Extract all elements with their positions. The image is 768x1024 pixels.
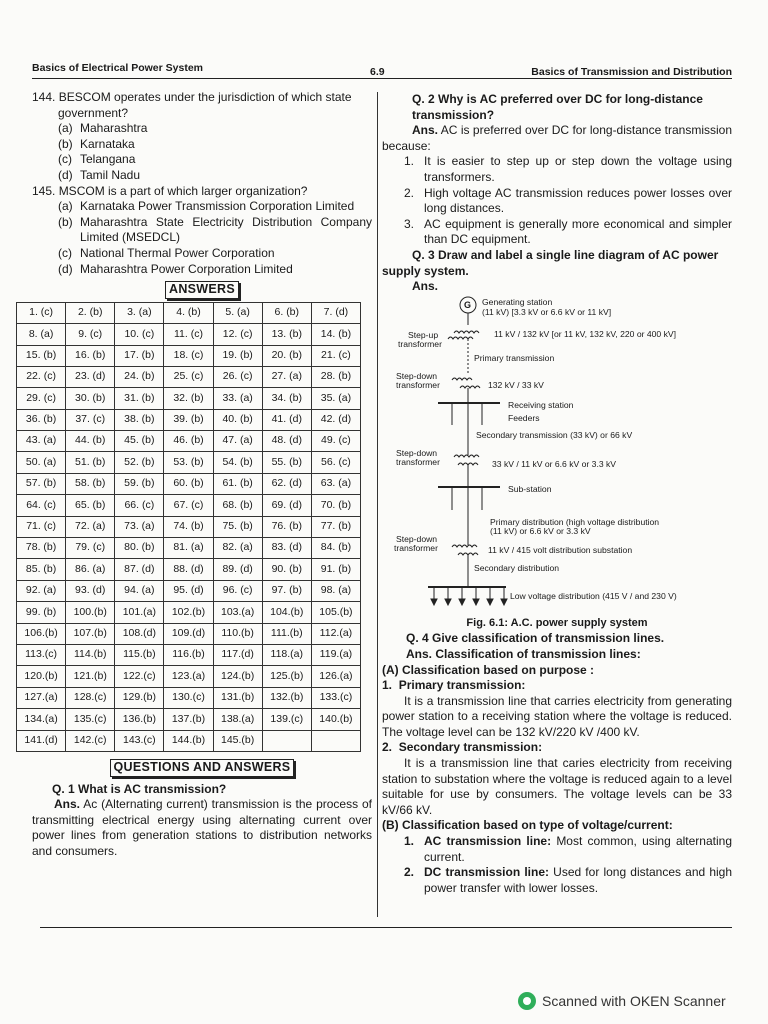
answer-row xyxy=(17,366,361,387)
stepdown1-coil-icon xyxy=(452,378,472,380)
answer-cell: 7. (d) xyxy=(311,302,360,323)
answer-cell: 24. (b) xyxy=(115,366,164,387)
answer-row xyxy=(17,452,361,473)
answer-cell: 89. (d) xyxy=(213,559,262,580)
stepdown2-coil-icon xyxy=(454,455,479,457)
answer-cell: 74. (b) xyxy=(164,516,213,537)
answer-cell: 139.(c) xyxy=(262,709,311,730)
stepdown2-rating: 33 kV / 11 kV or 6.6 kV or 3.3 kV xyxy=(492,458,617,469)
answer-cell: 1. (c) xyxy=(17,302,66,323)
answer-cell: 84. (b) xyxy=(311,538,360,559)
answer-cell: 35. (a) xyxy=(311,388,360,409)
answer-cell: 114.(b) xyxy=(66,644,115,665)
answer-cell: 87. (d) xyxy=(115,559,164,580)
answer-cell: 38. (b) xyxy=(115,409,164,430)
secondary-transmission-heading: 2. Secondary transmission: xyxy=(382,740,543,755)
answer-cell: 41. (d) xyxy=(262,409,311,430)
answer-cell: 62. (d) xyxy=(262,473,311,494)
answer-cell: 11. (c) xyxy=(164,324,213,345)
answer-cell: 136.(b) xyxy=(115,709,164,730)
answer-cell: 39. (b) xyxy=(164,409,213,430)
answer-row xyxy=(17,559,361,580)
answer-cell: 88. (d) xyxy=(164,559,213,580)
answer-cell: 75. (b) xyxy=(213,516,262,537)
answer-cell: 110.(b) xyxy=(213,623,262,644)
mcq-145 xyxy=(32,184,372,278)
class-a-heading: (A) Classification based on purpose : xyxy=(382,662,595,677)
answer-cell: 50. (a) xyxy=(17,452,66,473)
answer-cell: 106.(b) xyxy=(17,623,66,644)
answer-cell: 96. (c) xyxy=(213,580,262,601)
answer-cell: 78. (b) xyxy=(17,538,66,559)
answer-cell: 6. (b) xyxy=(262,302,311,323)
answer-cell: 9. (c) xyxy=(66,324,115,345)
answer-cell: 67. (c) xyxy=(164,495,213,516)
scanner-watermark xyxy=(518,992,726,1010)
mcq-stem: 144. BESCOM operates under the jurisdiction of which state government? xyxy=(32,90,352,120)
answer-cell: 135.(c) xyxy=(66,709,115,730)
answer-cell: 48. (d) xyxy=(262,431,311,452)
stepdown3-rating: 11 kV / 415 volt distribution substation xyxy=(488,544,633,555)
q2-point: 3. AC equipment is generally more economical and simpler than DC equipment. xyxy=(404,216,732,247)
mcq-144 xyxy=(32,90,372,184)
answer-row xyxy=(17,302,361,323)
header-book-title: Basics of Electrical Power System xyxy=(32,62,203,74)
secondary-transmission-label: Secondary transmission (33 kV) or 66 kV xyxy=(476,429,633,440)
answer-cell: 117.(d) xyxy=(213,644,262,665)
header-chapter-title: Basics of Transmission and Distribution xyxy=(531,66,732,78)
mcq-stem: 145. MSCOM is a part of which larger organization? xyxy=(32,183,308,198)
secondary-distribution-label: Secondary distribution xyxy=(474,562,560,573)
answer-cell: 79. (c) xyxy=(66,538,115,559)
answer-cell: 109.(d) xyxy=(164,623,213,644)
answer-cell: 130.(c) xyxy=(164,687,213,708)
answer-cell: 33. (a) xyxy=(213,388,262,409)
answer-row xyxy=(17,388,361,409)
answer-cell: 138.(a) xyxy=(213,709,262,730)
receiving-station-label: Receiving station xyxy=(508,399,574,410)
stepdown2-label: Step-down xyxy=(396,447,438,458)
answer-cell: 3. (a) xyxy=(115,302,164,323)
answer-row xyxy=(17,709,361,730)
answer-row xyxy=(17,495,361,516)
answer-cell: 45. (b) xyxy=(115,431,164,452)
answer-cell: 128.(c) xyxy=(66,687,115,708)
answer-cell: 102.(b) xyxy=(164,602,213,623)
answer-cell: 144.(b) xyxy=(164,730,213,751)
answer-cell: 140.(b) xyxy=(311,709,360,730)
answer-cell: 82. (a) xyxy=(213,538,262,559)
answer-cell: 10. (c) xyxy=(115,324,164,345)
primary-distribution-label: Primary distribution (high voltage distribution xyxy=(490,516,660,527)
answer-cell: 126.(a) xyxy=(311,666,360,687)
answer-cell: 83. (d) xyxy=(262,538,311,559)
answer-cell: 93. (d) xyxy=(66,580,115,601)
answer-cell: 69. (d) xyxy=(262,495,311,516)
answer-row xyxy=(17,730,361,751)
answer-cell: 70. (b) xyxy=(311,495,360,516)
answer-cell: 105.(b) xyxy=(311,602,360,623)
figure-caption: Fig. 6.1: A.C. power supply system xyxy=(466,616,648,629)
left-column xyxy=(24,90,373,859)
stepdown3-label-2: transformer xyxy=(394,542,438,553)
stepdown1-label-2: transformer xyxy=(396,379,440,390)
q4-block xyxy=(382,631,732,896)
q1-question: Q. 1 What is AC transmission? xyxy=(52,781,227,796)
secondary-transmission-text: It is a transmission line that caries electricity from receiving station to substation where the voltage is reduced again to a level suitable for use by consumers. The voltage levels can be 33 kV/66 kV. xyxy=(382,756,732,817)
mcq-option: (c) Telangana xyxy=(58,152,136,167)
stepdown3-label: Step-down xyxy=(396,533,438,544)
answer-cell: 51. (b) xyxy=(66,452,115,473)
answer-cell: 18. (c) xyxy=(164,345,213,366)
primary-distribution-voltage: (11 kV) or 6.6 kV or 3.3 kV xyxy=(490,525,591,536)
answer-cell: 47. (a) xyxy=(213,431,262,452)
mcq-option: (b) Karnataka xyxy=(58,136,135,151)
answer-cell: 81. (a) xyxy=(164,538,213,559)
ac-line-item: 1. AC transmission line: Most common, using alternating current. xyxy=(404,834,733,864)
stepup-primary-coil-icon xyxy=(448,337,473,339)
primary-transmission-text: It is a transmission line that carries electricity from generating power station to a receiving station where the voltage is reduced. The voltage level can be 132 kV/220 kV /400 kV. xyxy=(382,693,732,739)
answer-cell: 15. (b) xyxy=(17,345,66,366)
answer-cell: 44. (b) xyxy=(66,431,115,452)
power-supply-diagram xyxy=(382,295,732,620)
scanner-text: Scanned with OKEN Scanner xyxy=(542,993,726,1009)
answer-row xyxy=(17,666,361,687)
generator-label: Generating station xyxy=(482,296,553,307)
answer-cell: 30. (b) xyxy=(66,388,115,409)
answer-cell: 22. (c) xyxy=(17,366,66,387)
answers-heading: ANSWERS xyxy=(165,281,239,299)
answer-row xyxy=(17,602,361,623)
answer-cell: 97. (b) xyxy=(262,580,311,601)
q3-question: Q. 3 Draw and label a single line diagram of AC power supply system. xyxy=(382,247,719,278)
q3-block xyxy=(382,248,732,295)
stepdown2-coil2-icon xyxy=(458,463,478,465)
answer-cell: 132.(b) xyxy=(262,687,311,708)
answer-cell: 108.(d) xyxy=(115,623,164,644)
answer-cell: 60. (b) xyxy=(164,473,213,494)
footer-rule xyxy=(40,927,732,928)
answer-cell: 101.(a) xyxy=(115,602,164,623)
answer-cell: 143.(c) xyxy=(115,730,164,751)
answer-cell: 94. (a) xyxy=(115,580,164,601)
stepup-label-2: transformer xyxy=(398,338,442,349)
oken-logo-icon xyxy=(518,992,536,1010)
answer-cell: 16. (b) xyxy=(66,345,115,366)
answer-cell: 5. (a) xyxy=(213,302,262,323)
answer-cell: 53. (b) xyxy=(164,452,213,473)
header-page-number: 6.9 xyxy=(370,66,385,78)
dc-line-item: 2. DC transmission line: Used for long distances and high power transfer with lower losses. xyxy=(404,865,732,895)
answer-cell xyxy=(311,730,360,751)
stepdown3-coil-icon xyxy=(452,545,477,547)
answer-cell: 56. (c) xyxy=(311,452,360,473)
generator-voltage: (11 kV) [3.3 kV or 6.6 kV or 11 kV] xyxy=(482,306,612,317)
answer-cell: 23. (d) xyxy=(66,366,115,387)
answer-cell: 64. (c) xyxy=(17,495,66,516)
answer-cell: 113.(c) xyxy=(17,644,66,665)
answer-cell: 4. (b) xyxy=(164,302,213,323)
answer-cell: 124.(b) xyxy=(213,666,262,687)
q2-block xyxy=(382,92,732,248)
right-column xyxy=(382,92,732,896)
answer-cell: 52. (b) xyxy=(115,452,164,473)
answer-cell: 103.(a) xyxy=(213,602,262,623)
answer-cell: 2. (b) xyxy=(66,302,115,323)
answer-cell xyxy=(262,730,311,751)
answer-row xyxy=(17,623,361,644)
answer-cell: 125.(b) xyxy=(262,666,311,687)
stepdown2-label-2: transformer xyxy=(396,456,440,467)
answer-cell: 34. (b) xyxy=(262,388,311,409)
answer-cell: 104.(b) xyxy=(262,602,311,623)
answer-cell: 119.(a) xyxy=(311,644,360,665)
answer-cell: 92. (a) xyxy=(17,580,66,601)
answer-row xyxy=(17,409,361,430)
generator-symbol: G xyxy=(464,299,472,310)
answer-cell: 95. (d) xyxy=(164,580,213,601)
substation-label: Sub-station xyxy=(508,483,552,494)
stepdown1-coil2-icon xyxy=(460,386,480,388)
q2-question: Q. 2 Why is AC preferred over DC for long-distance transmission? xyxy=(412,92,703,122)
answer-cell: 98. (a) xyxy=(311,580,360,601)
answer-cell: 46. (b) xyxy=(164,431,213,452)
answer-cell: 107.(b) xyxy=(66,623,115,644)
answer-cell: 121.(b) xyxy=(66,666,115,687)
answer-row xyxy=(17,538,361,559)
answer-cell: 32. (b) xyxy=(164,388,213,409)
answer-cell: 40. (b) xyxy=(213,409,262,430)
class-b-heading: (B) Classification based on type of voltage/current: xyxy=(382,818,673,833)
answer-cell: 141.(d) xyxy=(17,730,66,751)
answer-cell: 111.(b) xyxy=(262,623,311,644)
low-voltage-label: Low voltage distribution (415 V / and 230 V) xyxy=(510,590,677,601)
answer-cell: 131.(b) xyxy=(213,687,262,708)
answer-cell: 59. (b) xyxy=(115,473,164,494)
q2-point: 1. It is easier to step up or step down the voltage using transformers. xyxy=(404,154,732,184)
answer-row xyxy=(17,345,361,366)
answer-row xyxy=(17,580,361,601)
q1-block xyxy=(32,782,372,860)
mcq-option: (b) Maharashtra State Electricity Distribution Company Limited (MSEDCL) xyxy=(58,214,372,245)
answer-cell: 27. (a) xyxy=(262,366,311,387)
answer-cell: 42. (d) xyxy=(311,409,360,430)
answer-cell: 100.(b) xyxy=(66,602,115,623)
q3-answer-label: Ans. xyxy=(412,279,439,294)
answer-cell: 118.(a) xyxy=(262,644,311,665)
answer-cell: 72. (a) xyxy=(66,516,115,537)
answer-cell: 134.(a) xyxy=(17,709,66,730)
answer-row xyxy=(17,431,361,452)
stepdown1-rating: 132 kV / 33 kV xyxy=(488,379,544,390)
answer-cell: 68. (b) xyxy=(213,495,262,516)
answer-cell: 133.(c) xyxy=(311,687,360,708)
stepup-label: Step-up xyxy=(408,329,439,340)
answer-cell: 25. (c) xyxy=(164,366,213,387)
header-rule xyxy=(32,78,732,79)
answer-cell: 8. (a) xyxy=(17,324,66,345)
mcq-option: (c) National Thermal Power Corporation xyxy=(58,245,275,260)
answer-cell: 57. (b) xyxy=(17,473,66,494)
answer-cell: 116.(b) xyxy=(164,644,213,665)
answer-cell: 80. (b) xyxy=(115,538,164,559)
answer-cell: 90. (b) xyxy=(262,559,311,580)
stepup-rating: 11 kV / 132 kV [or 11 kV, 132 kV, 220 or 400 kV] xyxy=(494,328,677,339)
answer-cell: 91. (b) xyxy=(311,559,360,580)
answer-cell: 122.(c) xyxy=(115,666,164,687)
answer-row xyxy=(17,644,361,665)
stepdown1-label: Step-down xyxy=(396,370,438,381)
stepdown3-coil2-icon xyxy=(458,553,478,555)
answer-cell: 65. (b) xyxy=(66,495,115,516)
answer-cell: 86. (a) xyxy=(66,559,115,580)
answer-cell: 71. (c) xyxy=(17,516,66,537)
answer-cell: 85. (b) xyxy=(17,559,66,580)
q4-answer-label: Ans. Classification of transmission lines: xyxy=(406,646,641,661)
answer-cell: 26. (c) xyxy=(213,366,262,387)
load-arrows xyxy=(431,587,507,605)
answer-cell: 73. (a) xyxy=(115,516,164,537)
answer-cell: 43. (a) xyxy=(17,431,66,452)
answer-cell: 142.(c) xyxy=(66,730,115,751)
answer-cell: 21. (c) xyxy=(311,345,360,366)
answer-cell: 99. (b) xyxy=(17,602,66,623)
answer-cell: 123.(a) xyxy=(164,666,213,687)
answer-cell: 31. (b) xyxy=(115,388,164,409)
column-divider xyxy=(377,92,378,917)
answer-cell: 54. (b) xyxy=(213,452,262,473)
q2-answer: Ans. AC is preferred over DC for long-distance transmission because: xyxy=(382,123,733,153)
answer-cell: 145.(b) xyxy=(213,730,262,751)
answer-cell: 115.(b) xyxy=(115,644,164,665)
answer-cell: 58. (b) xyxy=(66,473,115,494)
answer-cell: 13. (b) xyxy=(262,324,311,345)
primary-transmission-heading: 1. Primary transmission: xyxy=(382,678,526,693)
answer-cell: 55. (b) xyxy=(262,452,311,473)
answer-cell: 129.(b) xyxy=(115,687,164,708)
mcq-option: (a) Karnataka Power Transmission Corporation Limited xyxy=(58,199,355,214)
answer-cell: 20. (b) xyxy=(262,345,311,366)
answer-row xyxy=(17,473,361,494)
primary-transmission-label: Primary transmission xyxy=(474,352,555,363)
answer-cell: 28. (b) xyxy=(311,366,360,387)
answer-cell: 77. (b) xyxy=(311,516,360,537)
answer-cell: 12. (c) xyxy=(213,324,262,345)
answer-cell: 36. (b) xyxy=(17,409,66,430)
answer-cell: 76. (b) xyxy=(262,516,311,537)
mcq-option: (d) Maharashtra Power Corporation Limited xyxy=(58,261,293,276)
answer-row xyxy=(17,516,361,537)
answer-cell: 127.(a) xyxy=(17,687,66,708)
mcq-option: (a) Maharashtra xyxy=(58,121,148,136)
answer-cell: 61. (b) xyxy=(213,473,262,494)
mcq-option: (d) Tamil Nadu xyxy=(58,167,141,182)
feeders-label: Feeders xyxy=(508,412,540,423)
answer-cell: 137.(b) xyxy=(164,709,213,730)
answer-row xyxy=(17,324,361,345)
answer-row xyxy=(17,687,361,708)
q2-point: 2. High voltage AC transmission reduces power losses over long distances. xyxy=(404,185,732,216)
stepup-secondary-coil-icon xyxy=(454,331,479,333)
answers-table xyxy=(16,302,361,752)
answer-cell: 19. (b) xyxy=(213,345,262,366)
qa-heading: QUESTIONS AND ANSWERS xyxy=(110,759,295,777)
answer-cell: 29. (c) xyxy=(17,388,66,409)
q1-answer: Ans. Ac (Alternating current) transmission is the process of transmitting electrical energy using alternating current over power lines from generation stations to distribution networks and consumers. xyxy=(32,797,373,858)
answer-cell: 37. (c) xyxy=(66,409,115,430)
answer-cell: 66. (c) xyxy=(115,495,164,516)
answer-cell: 63. (a) xyxy=(311,473,360,494)
answer-cell: 14. (b) xyxy=(311,324,360,345)
answer-cell: 49. (c) xyxy=(311,431,360,452)
answer-cell: 17. (b) xyxy=(115,345,164,366)
q4-question: Q. 4 Give classification of transmission lines. xyxy=(406,631,665,646)
answer-cell: 120.(b) xyxy=(17,666,66,687)
answer-cell: 112.(a) xyxy=(311,623,360,644)
